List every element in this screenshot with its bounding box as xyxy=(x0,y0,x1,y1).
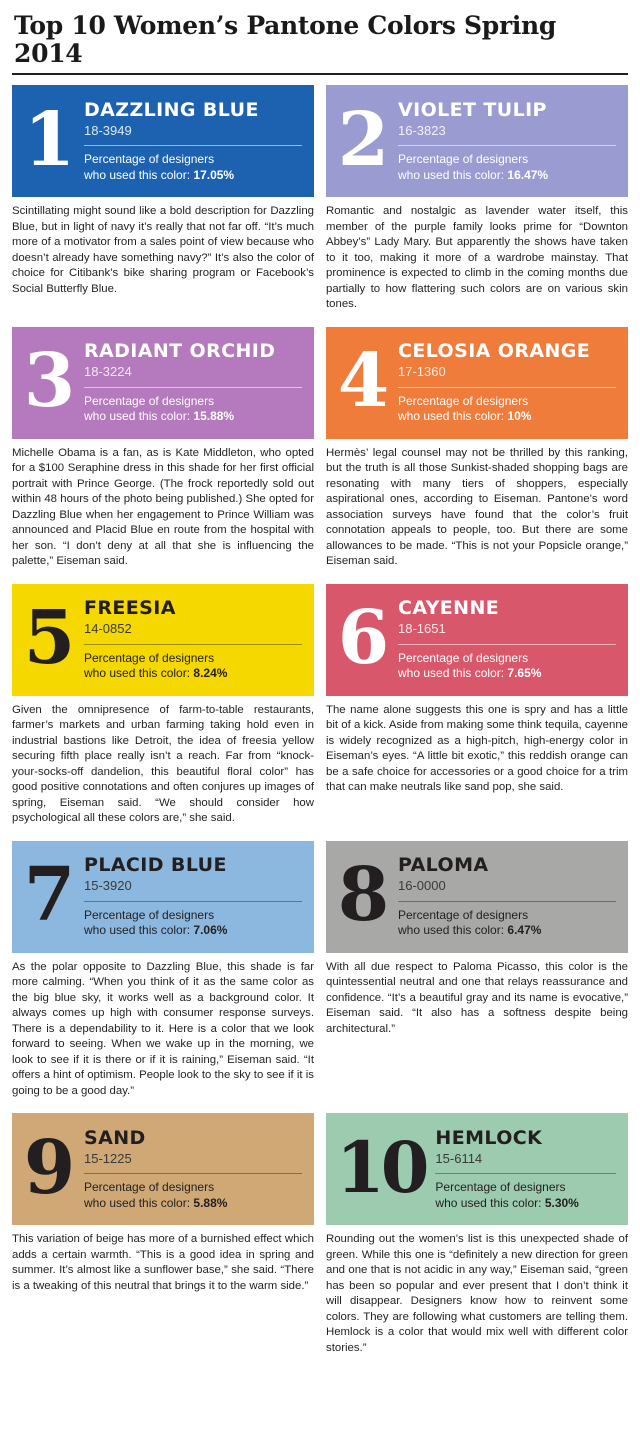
color-description: As the polar opposite to Dazzling Blue, this shade is far more calming. “When you think of it as the same color as the big blue sky, it works well as a background color. It always comes up high with consumer response surveys. There is a dependability to it. Here is a color that we look forward to seeing. When we wake up in the morning, we look to see if it is there or if it is raining,” Eiseman said. “It offers a hint of optimism. People look to the sky to see if it is going to be a good day.” xyxy=(12,960,314,1097)
percentage-block xyxy=(84,145,302,183)
color-description: Scintillating might sound like a bold description for Dazzling Blue, but in light of navy it’s really that not far off. “It’s much more of a motivator from a sales point of view because who doesn’t already have something navy?” It’s also the color of choice for Citibank’s bike sharing program or Facebook’s Social Butterfly Blue. xyxy=(12,205,314,295)
percentage-block xyxy=(398,644,616,682)
color-entry xyxy=(326,85,628,313)
color-grid xyxy=(12,85,628,1370)
color-code: 18-1651 xyxy=(398,621,446,637)
percentage-value: 7.06% xyxy=(193,923,228,938)
percentage-value: 10% xyxy=(507,409,532,424)
color-code: 16-3823 xyxy=(398,122,446,138)
color-swatch xyxy=(326,584,628,696)
color-info xyxy=(84,592,302,686)
color-name: VIOLET TULIP xyxy=(398,98,547,121)
percentage-value: 7.65% xyxy=(507,666,542,681)
color-info xyxy=(84,849,302,943)
color-description: With all due respect to Paloma Picasso, this color is the quintessential neutral and one that relays reassurance and confidence. “It’s a beautiful gray and its name is evocative,” Eiseman said. “It also has a softness despite being architectural.” xyxy=(326,960,628,1035)
color-info xyxy=(84,1121,302,1215)
title-divider xyxy=(12,73,628,75)
percentage-label-line1: Percentage of designers xyxy=(84,650,215,665)
percentage-value: 17.05% xyxy=(193,167,235,182)
color-swatch xyxy=(326,327,628,439)
percentage-label-line1: Percentage of designers xyxy=(84,907,215,922)
color-swatch xyxy=(326,85,628,197)
rank-number: 5 xyxy=(23,595,73,682)
color-entry xyxy=(326,841,628,1100)
percentage-block xyxy=(398,901,616,939)
rank-number: 1 xyxy=(23,96,73,183)
color-name: HEMLOCK xyxy=(435,1126,543,1149)
color-description: Romantic and nostalgic as lavender water itself, this member of the purple family looks prime for “Downton Abbey’s” Lady Mary. But apparently the shows have taken to it too, making it more of a wardrobe mainstay. That prominence is expected to climb in the coming months due partially to how flattering such colors are on various skin tones. xyxy=(326,205,628,310)
color-info xyxy=(398,335,616,429)
percentage-label-line1: Percentage of designers xyxy=(84,393,215,408)
color-code: 15-3920 xyxy=(84,878,132,894)
color-description: Michelle Obama is a fan, as is Kate Middleton, who opted for a $100 Seraphine dress in this shade for her first official portrait with Prince George. (The frock reportedly sold out within 48 hours of the photo being published.) She opted for Dazzling Blue when her engagement to Prince William was announced and Placid Blue en route from the hospital with her son. “I don’t deny at all that she is influencing the palette,” Eiseman said. xyxy=(12,446,314,567)
color-name: PALOMA xyxy=(398,854,489,877)
percentage-label-line1: Percentage of designers xyxy=(398,650,529,665)
color-entry xyxy=(326,327,628,570)
color-entry xyxy=(12,85,314,313)
color-code: 17-1360 xyxy=(398,364,446,380)
rank-number: 10 xyxy=(336,1125,426,1209)
color-code: 16-0000 xyxy=(398,878,446,894)
percentage-block xyxy=(84,901,302,939)
percentage-block xyxy=(398,145,616,183)
percentage-block xyxy=(398,387,616,425)
percentage-label-line2: who used this color: xyxy=(84,167,191,182)
percentage-value: 16.47% xyxy=(507,167,549,182)
percentage-label-line1: Percentage of designers xyxy=(84,1180,215,1195)
percentage-block xyxy=(84,387,302,425)
percentage-label-line2: who used this color: xyxy=(398,923,505,938)
color-entry xyxy=(12,841,314,1100)
percentage-value: 5.30% xyxy=(544,1195,579,1210)
rank-number: 8 xyxy=(337,852,387,939)
percentage-label-line2: who used this color: xyxy=(435,1195,542,1210)
color-description: This variation of beige has more of a burnished effect which adds a certain warmth. “This is a good idea in spring and summer. It’s almost like a sunflower base,” she said. “There is a tweaking of this neutral that brings it to the warm side.” xyxy=(12,1233,314,1292)
percentage-label-line1: Percentage of designers xyxy=(435,1180,566,1195)
color-swatch xyxy=(12,584,314,696)
color-info xyxy=(84,335,302,429)
color-info xyxy=(84,93,302,187)
color-name: PLACID BLUE xyxy=(84,854,227,877)
percentage-label-line2: who used this color: xyxy=(84,666,191,681)
page-title: Top 10 Women’s Pantone Colors Spring 2014 xyxy=(14,11,557,68)
percentage-label-line1: Percentage of designers xyxy=(398,907,529,922)
percentage-value: 6.47% xyxy=(507,923,542,938)
color-code: 18-3224 xyxy=(84,364,132,380)
percentage-label-line1: Percentage of designers xyxy=(398,152,529,167)
rank-number: 4 xyxy=(337,338,387,425)
percentage-label-line1: Percentage of designers xyxy=(398,393,529,408)
color-name: FREESIA xyxy=(84,597,176,620)
color-name: RADIANT ORCHID xyxy=(84,340,276,363)
color-code: 15-6114 xyxy=(435,1150,483,1166)
color-description: The name alone suggests this one is spry and has a little bit of a kick. Aside from making some think tequila, cayenne is widely recognized as a high-pitch, high-energy color in Eiseman’s eyes. “A little bit exotic,” this reddish orange can be a safe choice for accessories or a good choice for a trim that can make neutrals like sand pop, she said. xyxy=(326,703,628,793)
color-name: DAZZLING BLUE xyxy=(84,98,259,121)
color-swatch xyxy=(12,841,314,953)
percentage-label-line2: who used this color: xyxy=(84,1195,191,1210)
rank-number: 7 xyxy=(23,852,73,939)
color-swatch xyxy=(326,841,628,953)
color-swatch xyxy=(12,327,314,439)
percentage-value: 15.88% xyxy=(193,409,235,424)
color-entry xyxy=(12,327,314,570)
color-info xyxy=(398,849,616,943)
color-swatch xyxy=(326,1113,628,1225)
color-code: 18-3949 xyxy=(84,122,132,138)
color-code: 15-1225 xyxy=(84,1150,132,1166)
color-code: 14-0852 xyxy=(84,621,132,637)
percentage-label-line2: who used this color: xyxy=(398,409,505,424)
rank-number: 6 xyxy=(337,595,387,682)
percentage-label-line2: who used this color: xyxy=(398,167,505,182)
percentage-label-line2: who used this color: xyxy=(398,666,505,681)
color-name: CAYENNE xyxy=(398,597,500,620)
percentage-block xyxy=(435,1173,616,1211)
color-name: CELOSIA ORANGE xyxy=(398,340,591,363)
percentage-label-line1: Percentage of designers xyxy=(84,152,215,167)
percentage-block xyxy=(84,1173,302,1211)
rank-number: 2 xyxy=(337,96,387,183)
percentage-label-line2: who used this color: xyxy=(84,409,191,424)
rank-number: 3 xyxy=(23,338,73,425)
color-entry xyxy=(12,1113,314,1356)
color-entry xyxy=(12,584,314,827)
color-entry xyxy=(326,584,628,827)
percentage-block xyxy=(84,644,302,682)
color-info xyxy=(435,1121,616,1215)
color-swatch xyxy=(12,85,314,197)
percentage-value: 8.24% xyxy=(193,666,228,681)
color-description: Hermès’ legal counsel may not be thrilled by this ranking, but the truth is all those Sunkist-shaded shopping bags are resonating with many tiers of shoppers, especially aspirational ones, according to Eiseman. Pantone’s word association surveys have found that the color’s fruit connotation appeals to people, too. But there are some allowances to be made. “This is not your Popsicle orange,” Eiseman said. xyxy=(326,446,628,567)
color-info xyxy=(398,592,616,686)
color-description: Given the omnipresence of farm-to-table restaurants, farmer’s markets and urban farming taking hold even in industrial bastions like Detroit, the idea of freesia yellow securing fifth place really isn’t a reach. Far from “knock-your-socks-off dandelion, this beautiful floral color” has good positive connotations and often conjures up images of spring, Eiseman said. “We should consider how psychological all these colors are,” she said. xyxy=(12,703,314,824)
rank-number: 9 xyxy=(23,1124,73,1211)
color-entry xyxy=(326,1113,628,1356)
color-swatch xyxy=(12,1113,314,1225)
percentage-label-line2: who used this color: xyxy=(84,923,191,938)
color-info xyxy=(398,93,616,187)
percentage-value: 5.88% xyxy=(193,1195,228,1210)
color-description: Rounding out the women’s list is this unexpected shade of green. While this one is “definitely a new direction for green and one that is not acidic in any way,” Eiseman said, “green has been so popular and ever present that I don’t think it will disappear. Designers know how to reinvent some colors. They are following what customers are telling them. Hemlock is a color that would mix well with different color stories.” xyxy=(326,1233,628,1354)
color-name: SAND xyxy=(84,1126,146,1149)
